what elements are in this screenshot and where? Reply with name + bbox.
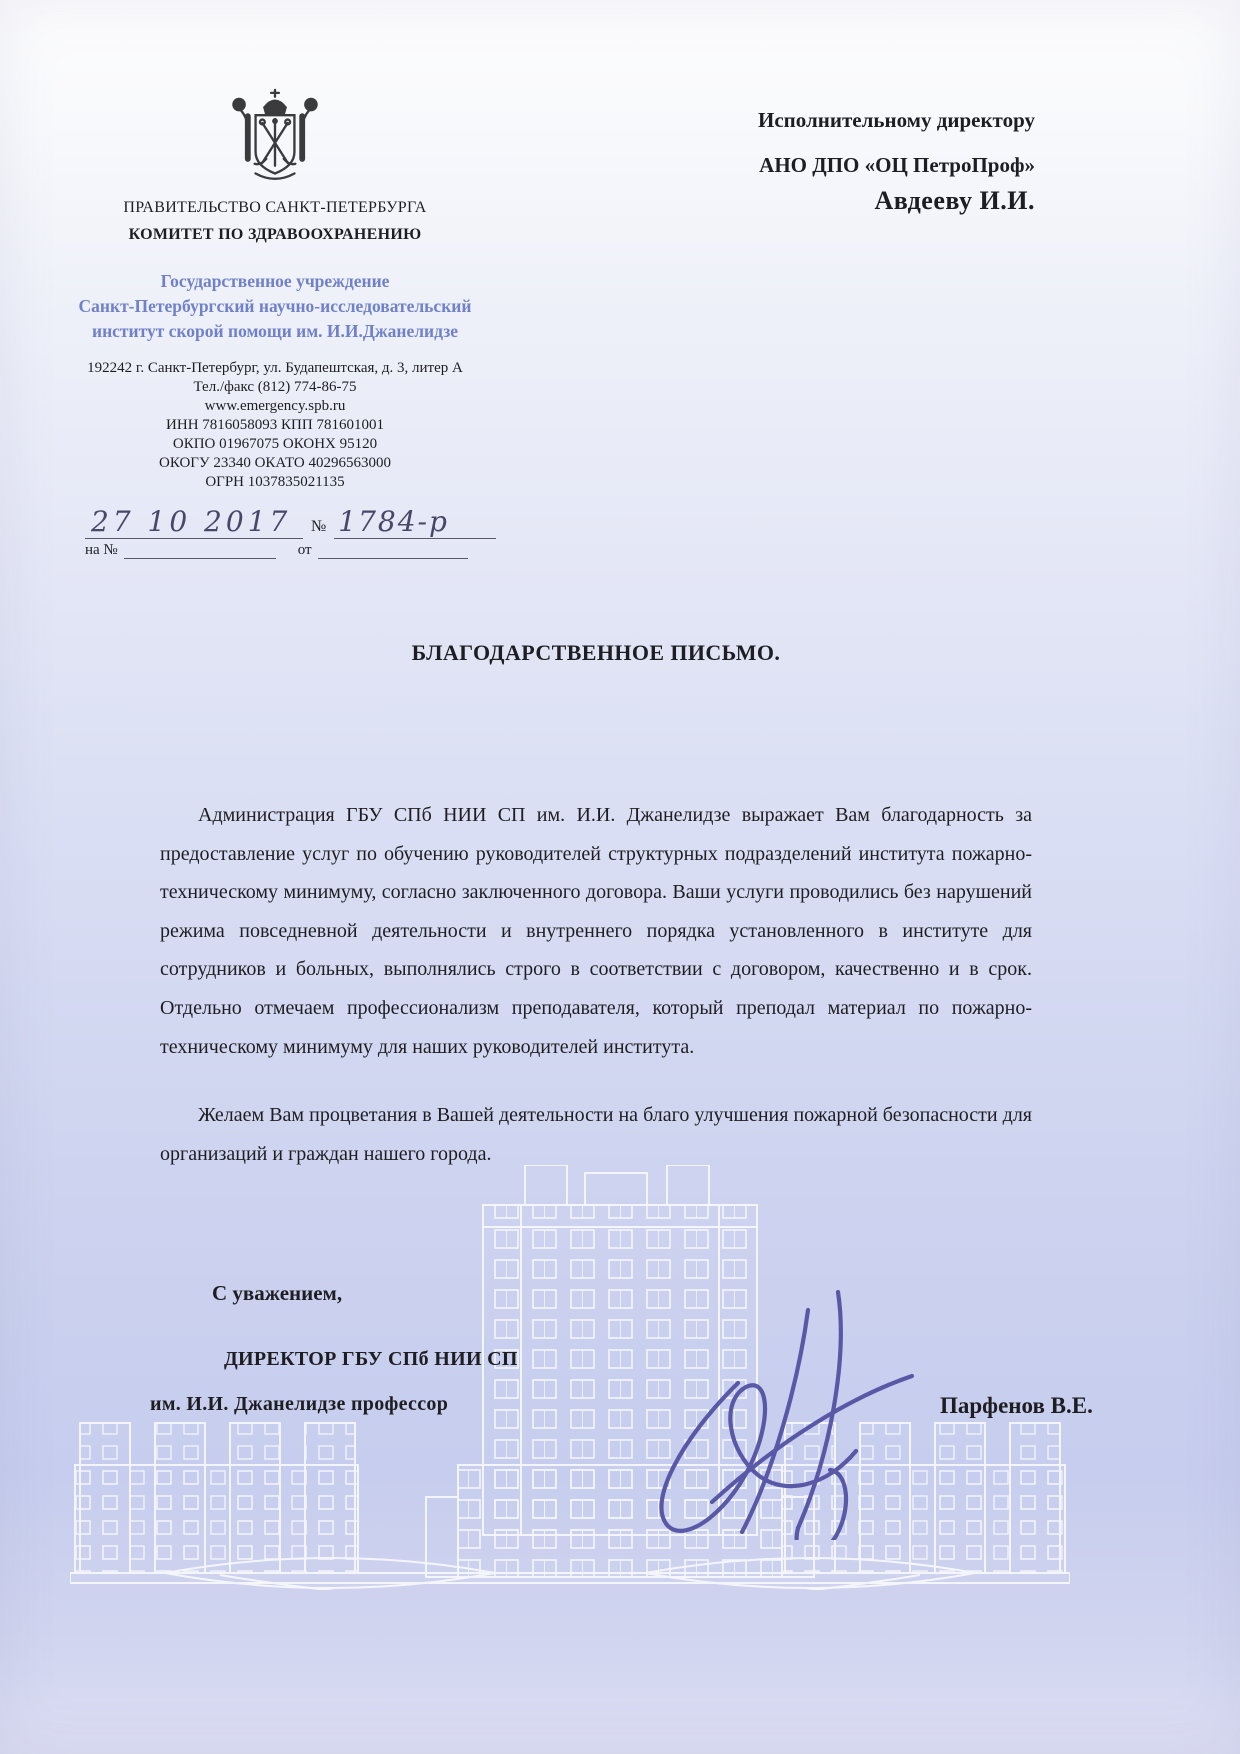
website-line: www.emergency.spb.ru xyxy=(204,397,346,414)
institution-line: институт скорой помощи им. И.И.Джанелидзе xyxy=(91,320,458,341)
handwritten-number: 1784-р xyxy=(334,505,496,539)
recipient-name: Авдееву И.И. xyxy=(874,186,1035,215)
body-paragraph-1: Администрация ГБУ СПб НИИ СП им. И.И. Джанелидзе выражает Вам благодарность за предоставление услуг по обучению руководителей структурных подразделений института пожарно- техническому минимуму, согласно заключенного договора. Ваши услуги проводились без нарушений режима повседневной деятельности и внутреннего порядка установленного в институте для сотрудников и больных, выполнялись строго в соответствии с договором, качественно и в срок. Отдельно отмечаем профессионализм преподавателя, который преподал материал по пожарно- техническому минимуму для наших руководителей института. xyxy=(160,804,1032,1058)
recipient-organization: АНО ДПО «ОЦ ПетроПроф» xyxy=(759,153,1035,177)
ogrn-line: ОГРН 1037835021135 xyxy=(205,473,345,490)
number-sign: № xyxy=(311,518,327,535)
address-line: 192242 г. Санкт-Петербург, ул. Будапештская, д. 3, литер А xyxy=(87,359,463,376)
handwritten-date: 27 10 2017 xyxy=(85,505,303,539)
salutation: С уважением, xyxy=(212,1281,343,1305)
institution-line: Государственное учреждение xyxy=(160,271,390,291)
body-paragraph-2: Желаем Вам процветания в Вашей деятельности на благо улучшения пожарной безопасности для организаций и граждан нашего города. xyxy=(160,1104,1032,1165)
inn-kpp-line: ИНН 7816058093 КПП 781601001 xyxy=(166,416,384,433)
from-blank-line xyxy=(318,542,468,559)
on-number-blank-line xyxy=(124,542,276,559)
phone-line: Тел./факс (812) 774-86-75 xyxy=(193,378,357,395)
signer-position-line2: им. И.И. Джанелидзе профессор xyxy=(150,1393,449,1415)
document-title: БЛАГОДАРСТВЕННОЕ ПИСЬМО. xyxy=(411,640,781,665)
recipient-position: Исполнительному директору xyxy=(758,108,1035,132)
institution-name xyxy=(55,269,495,344)
from-label: от xyxy=(297,542,312,558)
recipient-block xyxy=(758,108,1035,216)
institution-contacts xyxy=(55,359,495,492)
on-number-label: на № xyxy=(85,542,118,558)
signature-stroke xyxy=(620,1280,930,1540)
signer-position-line1: ДИРЕКТОР ГБУ СПб НИИ СП xyxy=(224,1348,518,1370)
government-line: ПРАВИТЕЛЬСТВО САНКТ-ПЕТЕРБУРГА xyxy=(123,199,427,216)
st-petersburg-coat-of-arms-icon xyxy=(216,88,334,190)
reference-block xyxy=(85,505,525,559)
institution-line: Санкт-Петербургский научно-исследовательский xyxy=(78,295,472,316)
letterhead xyxy=(55,88,495,492)
signer-name: Парфенов В.Е. xyxy=(940,1393,1093,1418)
okpo-okonh-line: ОКПО 01967075 ОКОНХ 95120 xyxy=(172,435,378,452)
letter-body xyxy=(160,796,1032,1173)
okogu-okato-line: ОКОГУ 23340 ОКАТО 40296563000 xyxy=(159,454,391,471)
committee-line: КОМИТЕТ ПО ЗДРАВООХРАНЕНИЮ xyxy=(128,226,422,243)
